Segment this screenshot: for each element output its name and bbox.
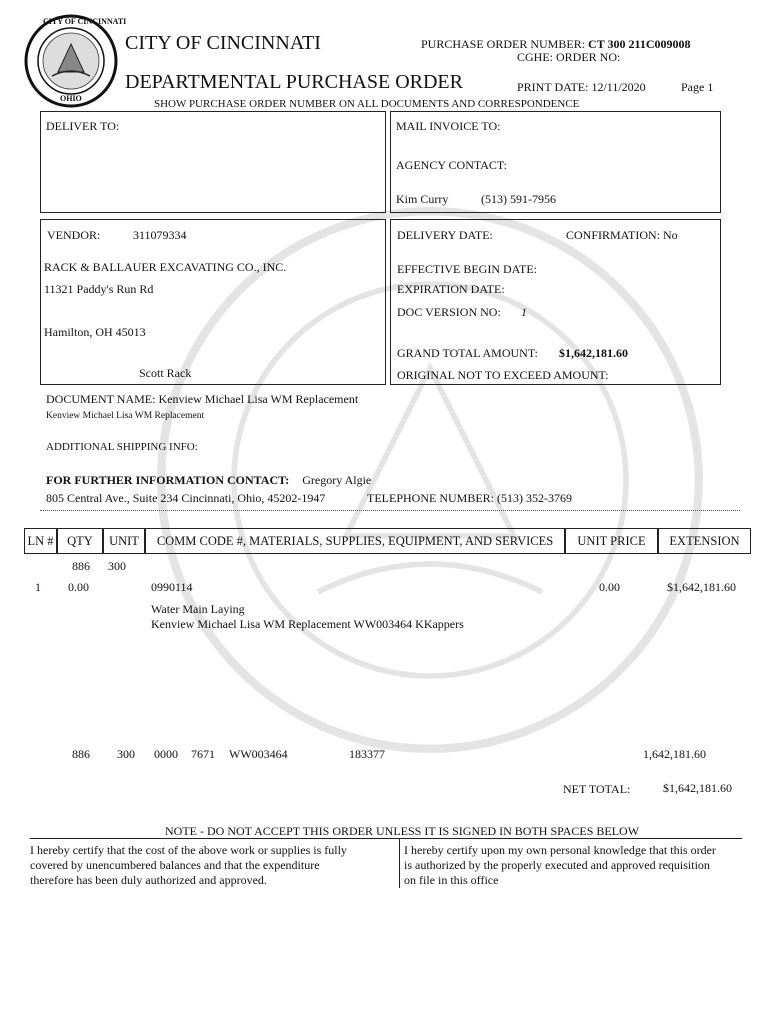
- cert-right-line: is authorized by the properly executed and approved requisition: [404, 858, 710, 872]
- contact-label: FOR FURTHER INFORMATION CONTACT:: [46, 473, 290, 487]
- line-qty: 0.00: [68, 580, 89, 594]
- document-name-line: [46, 392, 358, 407]
- line-desc2: Kenview Michael Lisa WM Replacement WW003464 KKappers: [151, 617, 464, 631]
- doc-version-label: DOC VERSION NO:: [397, 305, 501, 319]
- line-extension: $1,642,181.60: [667, 580, 736, 594]
- cghe-order-no: CGHE: ORDER NO:: [517, 50, 621, 64]
- line-unit-price: 0.00: [599, 580, 620, 594]
- vendor-name: RACK & BALLAUER EXCAVATING CO., INC.: [44, 260, 287, 274]
- effective-begin-label: EFFECTIVE BEGIN DATE:: [397, 262, 537, 276]
- po-number-label: PURCHASE ORDER NUMBER:: [421, 37, 586, 51]
- mail-invoice-box: [390, 111, 721, 213]
- contact-name: Gregory Algie: [302, 473, 372, 487]
- contact-address: 805 Central Ave., Suite 234 Cincinnati, Ohio, 45202-1947: [46, 491, 326, 505]
- vendor-address1: 11321 Paddy's Run Rd: [44, 282, 154, 296]
- print-date: PRINT DATE: 12/11/2020: [517, 80, 646, 94]
- show-po-note: SHOW PURCHASE ORDER NUMBER ON ALL DOCUMENTS AND CORRESPONDENCE: [154, 98, 580, 110]
- pre-row-qty: 886: [72, 559, 90, 573]
- additional-shipping-label: ADDITIONAL SHIPPING INFO:: [46, 441, 198, 453]
- agency-contact-label: AGENCY CONTACT:: [396, 158, 507, 172]
- separator: [40, 510, 740, 511]
- delivery-box: [390, 219, 721, 385]
- col-qty: QTY: [57, 528, 103, 554]
- acct-amount: 1,642,181.60: [643, 747, 706, 761]
- cert-left-line: covered by unencumbered balances and that the expenditure: [30, 858, 320, 872]
- acct-num: 183377: [349, 747, 385, 761]
- signature-note: NOTE - DO NOT ACCEPT THIS ORDER UNLESS IT IS SIGNED IN BOTH SPACES BELOW: [165, 824, 640, 838]
- cert-left: [30, 843, 347, 888]
- contact-line: [46, 473, 371, 488]
- acct-project: WW003464: [229, 747, 288, 761]
- acct-c2: 7671: [191, 747, 215, 761]
- col-extension: EXTENSION: [658, 528, 751, 554]
- footer-rule: [30, 838, 742, 839]
- footer-divider: [399, 838, 400, 888]
- cert-right-line: I hereby certify upon my own personal knowledge that this order: [404, 843, 716, 857]
- col-unit: UNIT: [103, 528, 145, 554]
- telephone-label: TELEPHONE NUMBER:: [367, 491, 494, 505]
- line-ln: 1: [35, 580, 41, 594]
- telephone: (513) 352-3769: [497, 491, 572, 505]
- vendor-box: [40, 219, 386, 385]
- po-number: CT 300 211C009008: [588, 37, 691, 51]
- net-total: $1,642,181.60: [663, 781, 732, 795]
- col-comm-code: COMM CODE #, MATERIALS, SUPPLIES, EQUIPMENT, AND SERVICES: [145, 528, 565, 554]
- confirmation: CONFIRMATION: No: [566, 228, 678, 242]
- grand-total: $1,642,181.60: [559, 346, 628, 360]
- telephone-line: [367, 491, 572, 506]
- original-nte-label: ORIGINAL NOT TO EXCEED AMOUNT:: [397, 368, 609, 382]
- acct-c1: 0000: [154, 747, 178, 761]
- pre-row-unit: 300: [108, 559, 126, 573]
- deliver-to-label: DELIVER TO:: [46, 119, 120, 133]
- deliver-to-box: [40, 111, 386, 213]
- cert-right-line: on file in this office: [404, 873, 499, 887]
- document-description: Kenview Michael Lisa WM Replacement: [46, 411, 205, 421]
- seal-top-text: CITY OF CINCINNATI: [43, 17, 127, 26]
- page-number: Page 1: [681, 80, 714, 94]
- page-title: DEPARTMENTAL PURCHASE ORDER: [125, 71, 463, 93]
- seal-bottom-text: OHIO: [60, 94, 82, 103]
- cert-left-line: I hereby certify that the cost of the above work or supplies is fully: [30, 843, 347, 857]
- net-total-label: NET TOTAL:: [563, 782, 631, 796]
- city-seal-icon: [24, 14, 127, 108]
- acct-fund: 886: [72, 747, 90, 761]
- document-name-label: DOCUMENT NAME:: [46, 392, 156, 406]
- vendor-address2: Hamilton, OH 45013: [44, 325, 146, 339]
- document-name: Kenview Michael Lisa WM Replacement: [158, 392, 359, 406]
- vendor-id: 311079334: [133, 228, 187, 242]
- doc-version: 1: [521, 305, 527, 319]
- vendor-contact: Scott Rack: [139, 366, 192, 380]
- acct-agency: 300: [117, 747, 135, 761]
- expiration-label: EXPIRATION DATE:: [397, 282, 505, 296]
- mail-invoice-label: MAIL INVOICE TO:: [396, 119, 501, 133]
- cert-right: [404, 843, 716, 888]
- delivery-date-label: DELIVERY DATE:: [397, 228, 493, 242]
- cert-left-line: therefore has been duly authorized and approved.: [30, 873, 267, 887]
- col-ln: LN #: [24, 528, 57, 554]
- vendor-label: VENDOR:: [47, 228, 101, 242]
- agency-contact-phone: (513) 591-7956: [481, 192, 556, 206]
- col-unit-price: UNIT PRICE: [565, 528, 658, 554]
- line-comm-code: 0990114: [151, 580, 193, 594]
- agency-contact-name: Kim Curry: [396, 192, 449, 206]
- line-desc1: Water Main Laying: [151, 602, 245, 616]
- city-name: CITY OF CINCINNATI: [125, 32, 321, 54]
- grand-total-label: GRAND TOTAL AMOUNT:: [397, 346, 538, 360]
